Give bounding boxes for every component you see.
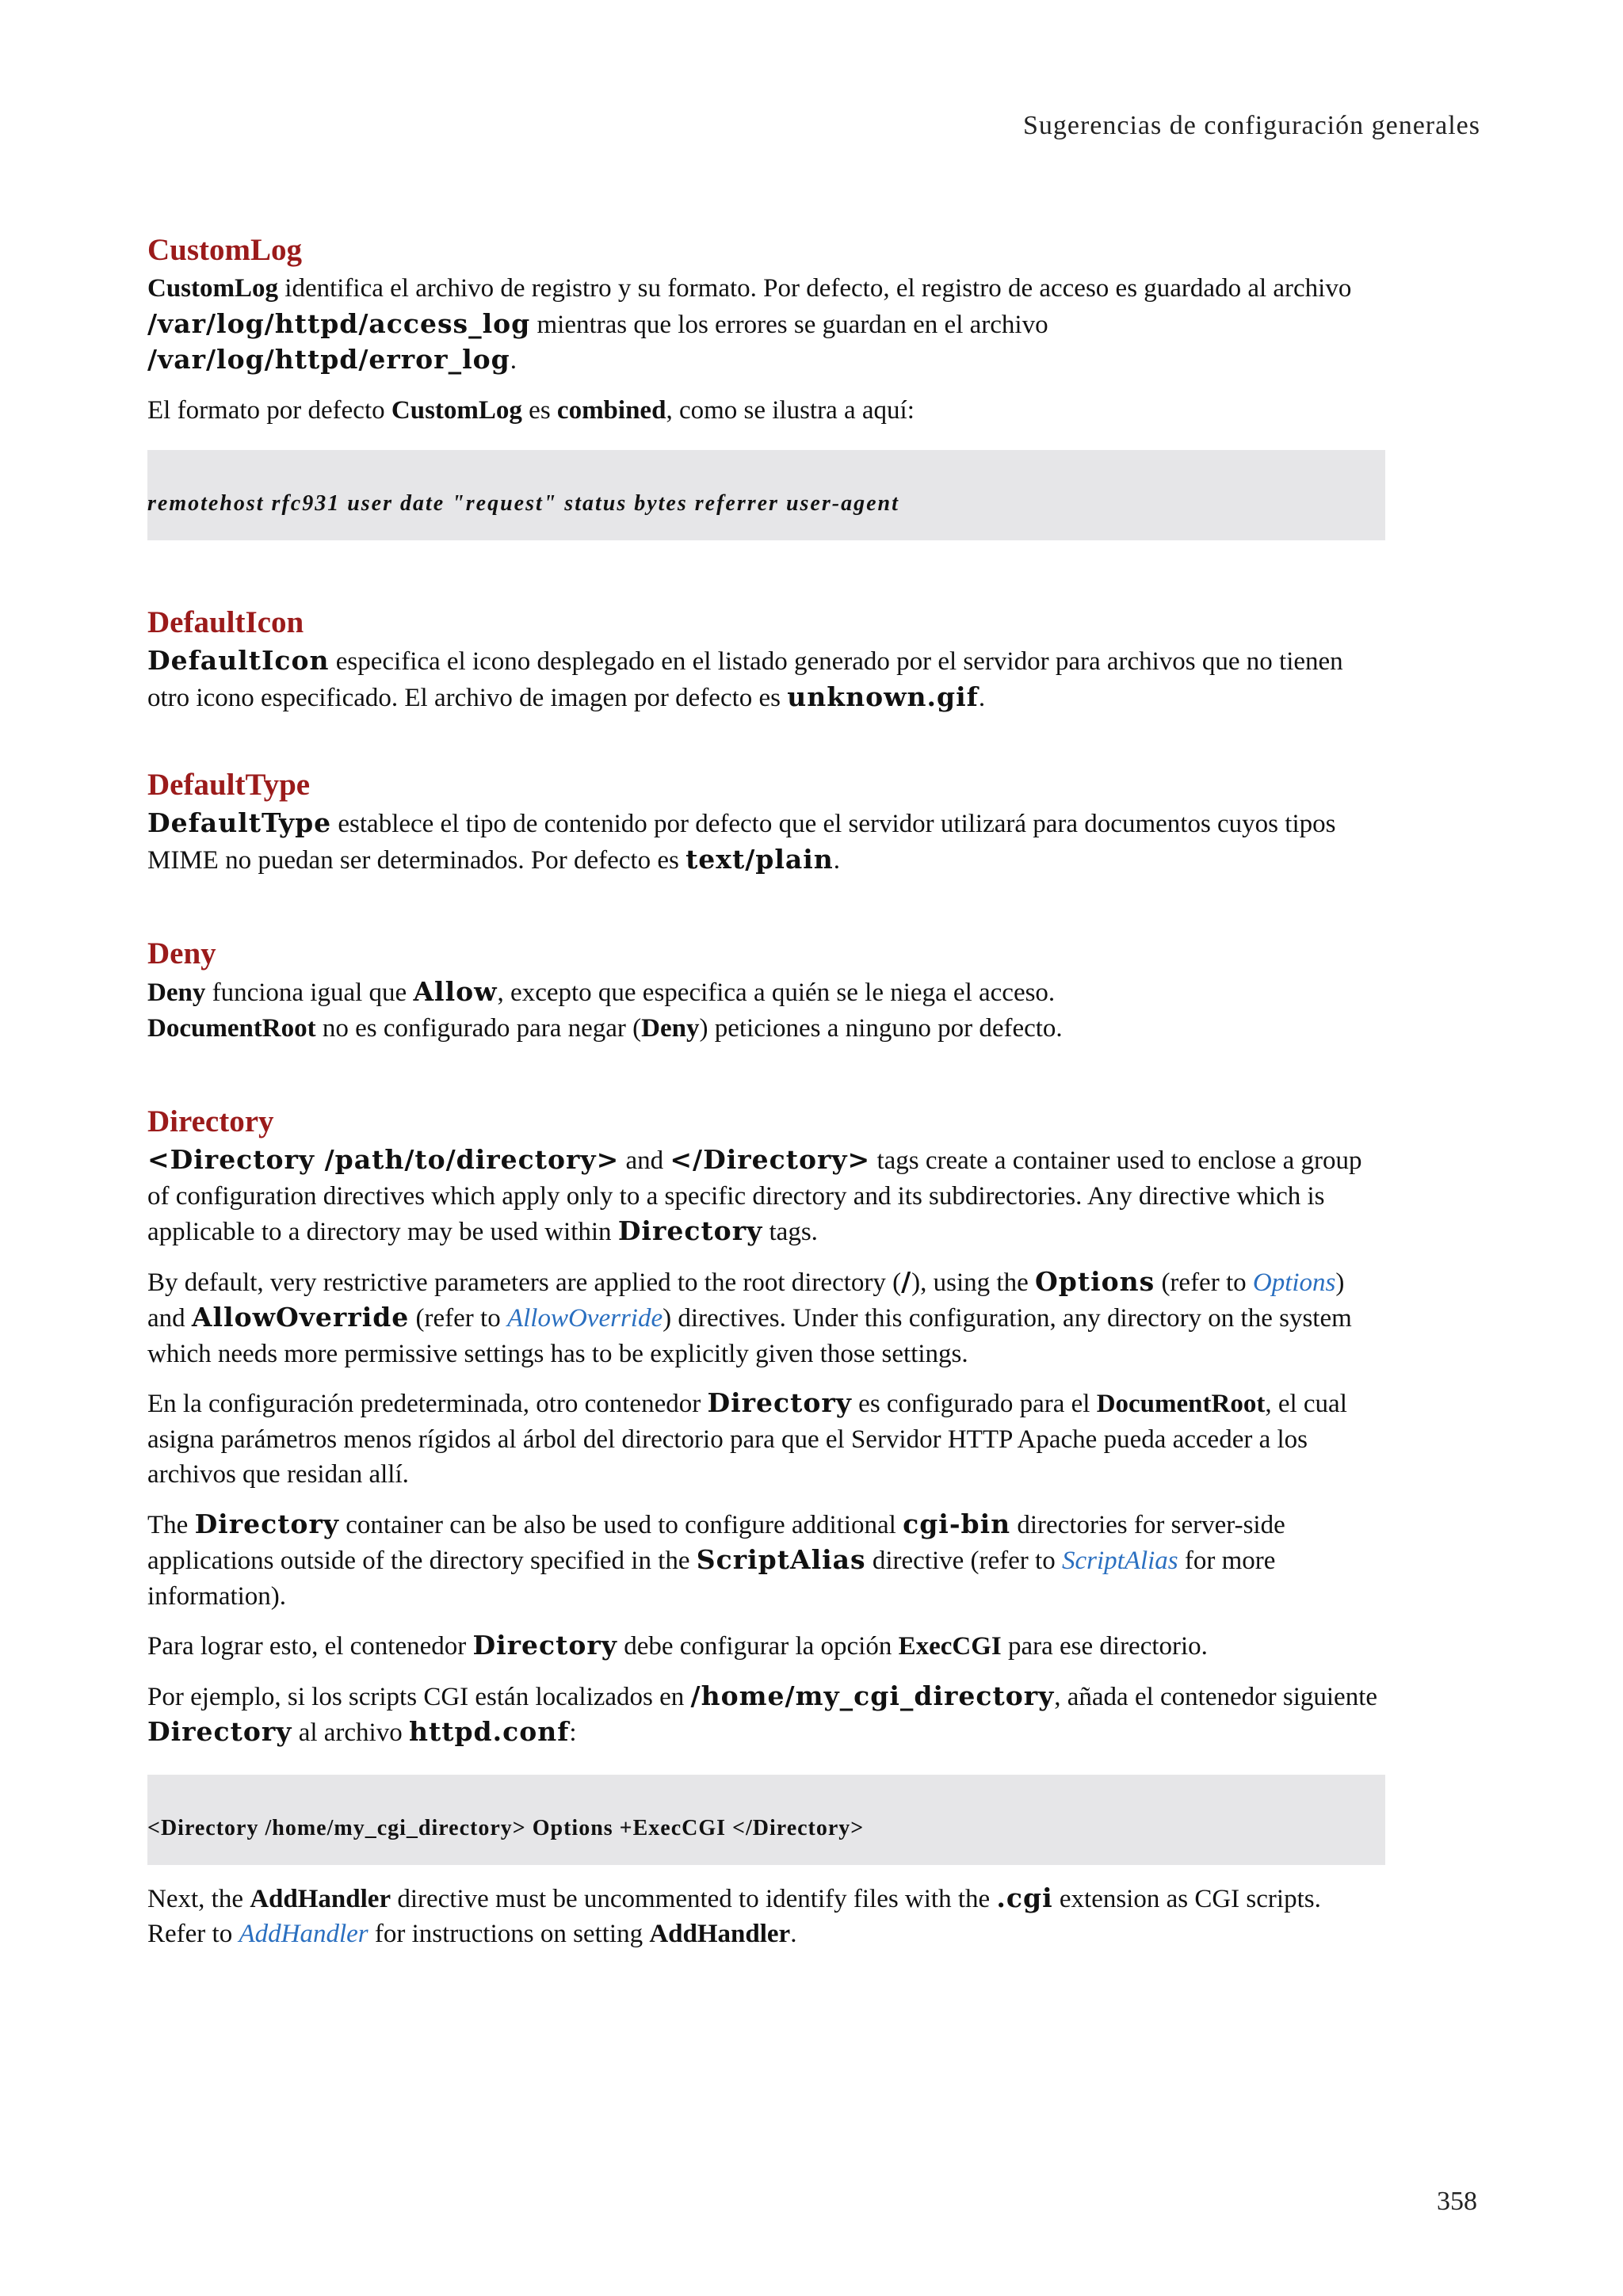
directory-paragraph-7 (147, 1881, 1384, 1952)
term: Directory (472, 1630, 617, 1661)
customlog-paragraph-1 (147, 271, 1384, 379)
text: es configurado para el (851, 1390, 1097, 1418)
term: Directory (617, 1215, 763, 1246)
text: Para lograr esto, el contenedor (147, 1632, 473, 1661)
deny-line-2 (147, 1011, 1384, 1047)
link-addhandler[interactable]: AddHandler (239, 1920, 369, 1948)
path: /var/log/httpd/access_log (147, 307, 531, 339)
text: for more information). (147, 1547, 1276, 1611)
text: . (510, 346, 517, 375)
text: tags. (762, 1218, 818, 1246)
directory-paragraph-5 (147, 1628, 1384, 1665)
directory-paragraph-2 (147, 1264, 1384, 1372)
text: ), using the (911, 1268, 1035, 1297)
path: /home/my_cgi_directory (690, 1680, 1055, 1711)
text: En la configuración predeterminada, otro contenedor (147, 1390, 708, 1418)
term: DefaultIcon (147, 645, 330, 676)
text: extension as CGI scripts. Refer to (147, 1884, 1321, 1948)
extension: .cgi (996, 1882, 1053, 1913)
text: directive (refer to (865, 1547, 1062, 1575)
text: ) directives. Under this configuration, any directory on the system which needs more permissive settings has to be explicitly given those settings. (147, 1304, 1352, 1368)
page-body (147, 230, 1384, 1952)
term: Deny (147, 978, 206, 1007)
directory-paragraph-6 (147, 1679, 1384, 1751)
text: especifica el icono desplegado en el listado generado por el servidor para archivos que no tienen otro icono especificado. El archivo de imagen por defecto es (147, 647, 1343, 712)
term: AddHandler (649, 1920, 791, 1948)
term: Directory (147, 1716, 292, 1747)
term: ExecCGI (898, 1632, 1002, 1661)
term: Options (1035, 1265, 1155, 1297)
text: para ese directorio. (1001, 1632, 1208, 1661)
code-block-directory (147, 1775, 1385, 1865)
term: DocumentRoot (1096, 1390, 1266, 1418)
term: Deny (641, 1013, 700, 1043)
text: . (790, 1920, 797, 1948)
text: no es configurado para negar ( (315, 1013, 642, 1043)
path: /var/log/httpd/error_log (147, 344, 510, 375)
section-title-defaulttype: DefaultType (147, 768, 311, 802)
text: . (833, 845, 841, 875)
text: (refer to (409, 1304, 507, 1333)
term: Directory (194, 1508, 340, 1539)
mime-type: text/plain (685, 843, 834, 875)
code-text: <Directory /home/my_cgi_directory> Options +ExecCGI </Directory> (147, 1815, 865, 1840)
term: combined (556, 395, 666, 425)
text: Next, the (147, 1884, 250, 1913)
text: tags create a container used to enclose a group of configuration directives which apply only to a specific directory and its subdirectories. Any directive which is applicable to a directory may be used within (147, 1146, 1362, 1246)
text: ) and (147, 1268, 1345, 1333)
directory-paragraph-1 (147, 1142, 1384, 1250)
running-header: Sugerencias de configuración generales (1022, 111, 1480, 140)
link-allowoverride[interactable]: AllowOverride (506, 1304, 663, 1333)
term: Allow (413, 976, 498, 1007)
term: DefaultType (147, 807, 332, 838)
text: for instructions on setting (368, 1920, 650, 1948)
text: The (147, 1510, 195, 1539)
directory-paragraph-3 (147, 1386, 1384, 1493)
text: , como se ilustra a aquí: (666, 395, 915, 425)
text: mientras que los errores se guardan en el archivo (530, 310, 1048, 339)
term: ScriptAlias (696, 1544, 866, 1575)
defaulttype-paragraph (147, 806, 1384, 878)
text: By default, very restrictive parameters are applied to the root directory ( (147, 1268, 902, 1297)
text: , añada el contenedor siguiente (1054, 1682, 1378, 1711)
term: cgi-bin (903, 1508, 1011, 1539)
section-title-defaulticon: DefaultIcon (147, 605, 304, 639)
text: directories for server-side applications outside of the directory specified in the (147, 1510, 1285, 1575)
term: DocumentRoot (147, 1013, 316, 1043)
text: : (569, 1718, 577, 1747)
text: , excepto que especifica a quién se le niega el acceso. (497, 978, 1056, 1007)
tag: <Directory /path/to/directory> (147, 1144, 620, 1175)
text: Por ejemplo, si los scripts CGI están localizados en (147, 1682, 691, 1711)
text: container can be also be used to configure additional (339, 1510, 903, 1539)
text: ) peticiones a ninguno por defecto. (699, 1013, 1063, 1043)
term: AllowOverride (191, 1302, 410, 1333)
page-number: 358 (1437, 2187, 1477, 2216)
code-text: remotehost rfc931 user date "request" status bytes referrer user-agent (147, 491, 899, 516)
text: es (521, 395, 557, 425)
term: Directory (707, 1387, 852, 1418)
text: (refer to (1155, 1268, 1253, 1297)
section-title-directory: Directory (147, 1104, 274, 1138)
tag: </Directory> (670, 1144, 871, 1175)
directory-paragraph-4 (147, 1507, 1384, 1615)
text: El formato por defecto (147, 395, 391, 425)
text: debe configurar la opción (617, 1632, 899, 1661)
filename: unknown.gif (787, 681, 979, 712)
filename: httpd.conf (408, 1716, 570, 1747)
text: identifica el archivo de registro y su formato. Por defecto, el registro de acceso es guardado al archivo (278, 274, 1352, 303)
text: directive must be uncommented to identify files with the (391, 1884, 997, 1913)
text: al archivo (292, 1718, 409, 1747)
code-block-customlog (147, 450, 1385, 540)
text: , el cual asigna parámetros menos rígidos al árbol del directorio para que el Servidor HTTP Apache pueda acceder a los archivos que residan allí. (147, 1390, 1347, 1489)
text: and (619, 1146, 670, 1175)
term: CustomLog (391, 395, 522, 425)
text: . (978, 683, 986, 712)
term: CustomLog (147, 274, 279, 303)
text: establece el tipo de contenido por defecto que el servidor utilizará para documentos cuyos tipos MIME no puedan ser determinados. Por defecto es (147, 810, 1336, 875)
text: funciona igual que (205, 978, 414, 1007)
deny-line-1 (147, 974, 1384, 1011)
term: AddHandler (250, 1884, 391, 1913)
link-options[interactable]: Options (1252, 1268, 1336, 1297)
customlog-paragraph-2 (147, 393, 1384, 429)
root-path: / (901, 1265, 912, 1297)
section-title-customlog: CustomLog (147, 233, 303, 267)
section-title-deny: Deny (147, 936, 216, 971)
defaulticon-paragraph (147, 643, 1384, 715)
link-scriptalias[interactable]: ScriptAlias (1061, 1547, 1178, 1575)
